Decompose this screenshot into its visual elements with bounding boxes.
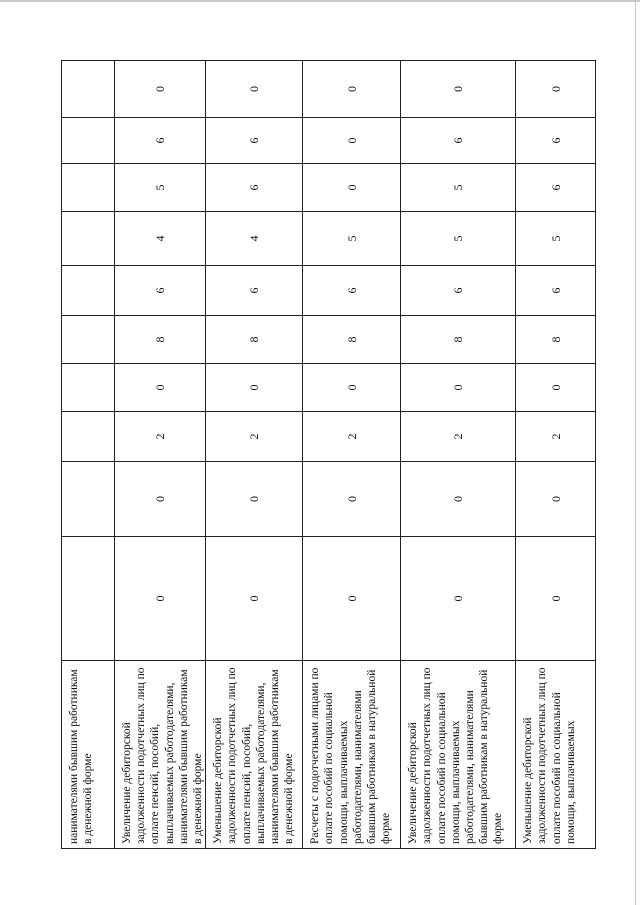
table-cell: 0 <box>206 462 303 537</box>
table-cell: 6 <box>516 118 596 164</box>
table-cell <box>62 266 115 316</box>
scan-edge-right <box>635 0 636 905</box>
table-cell: 2 <box>115 412 206 462</box>
table-cell: 0 <box>401 364 516 412</box>
table-row <box>401 61 516 849</box>
table-cell: 6 <box>206 118 303 164</box>
table-cell: 0 <box>516 462 596 537</box>
table-cell: 5 <box>115 164 206 212</box>
table-cell: 2 <box>206 412 303 462</box>
table-cell: 0 <box>516 61 596 118</box>
table-cell: 6 <box>516 164 596 212</box>
table-cell: 5 <box>401 212 516 266</box>
table-cell: 8 <box>206 316 303 364</box>
table-cell: 0 <box>303 364 401 412</box>
table-cell <box>62 212 115 266</box>
table-cell: 0 <box>115 364 206 412</box>
table-cell: 8 <box>115 316 206 364</box>
table-cell: 0 <box>206 537 303 661</box>
scan-edge-top <box>0 0 640 2</box>
table-cell <box>62 164 115 212</box>
row-label: Уменьшение дебиторской задолженности подотчетных лиц по оплате пенсий, пособий, выплачиваемых работодателями, нанимателями бывшим работникам в денежной форме <box>206 661 303 849</box>
table-cell: 0 <box>303 462 401 537</box>
row-label: нанимателями бывшим работникам в денежной форме <box>62 661 115 849</box>
table-cell: 6 <box>401 266 516 316</box>
table-cell <box>62 61 115 118</box>
table-cell <box>62 412 115 462</box>
table-cell: 6 <box>303 266 401 316</box>
table-row <box>516 61 596 849</box>
table-cell: 0 <box>206 61 303 118</box>
table-cell <box>62 462 115 537</box>
table-row <box>303 61 401 849</box>
table-row <box>206 61 303 849</box>
table-cell: 0 <box>303 164 401 212</box>
table-cell <box>62 537 115 661</box>
table-cell: 6 <box>516 266 596 316</box>
table-cell: 0 <box>516 364 596 412</box>
table-cell: 2 <box>303 412 401 462</box>
table-cell: 6 <box>115 118 206 164</box>
table-cell: 0 <box>115 537 206 661</box>
table-row <box>115 61 206 849</box>
table-row <box>62 61 115 849</box>
table-cell: 6 <box>206 266 303 316</box>
row-label: Увеличение дебиторской задолженности подотчетных лиц по оплате пособий по социальной помощи, выплачиваемых работодателями, нанимателями бывшим работникам в натуральной форме <box>401 661 516 849</box>
data-table <box>61 60 596 849</box>
table-cell: 6 <box>206 164 303 212</box>
table-cell: 0 <box>206 364 303 412</box>
table-cell: 0 <box>401 462 516 537</box>
table-cell: 0 <box>115 462 206 537</box>
rotated-table-wrapper <box>61 61 592 849</box>
table-cell: 2 <box>516 412 596 462</box>
table-cell: 0 <box>303 61 401 118</box>
table-cell: 5 <box>516 212 596 266</box>
table-cell: 6 <box>115 266 206 316</box>
table-cell: 8 <box>516 316 596 364</box>
row-label: Расчеты с подотчетными лицами по оплате пособий по социальной помощи, выплачиваемых работодателями, нанимателями бывшим работникам в натуральной форме <box>303 661 401 849</box>
table-cell: 0 <box>115 61 206 118</box>
row-label: Увеличение дебиторской задолженности подотчетных лиц по оплате пенсий, пособий, выплачиваемых работодателями, нанимателями бывшим работникам в денежной форме <box>115 661 206 849</box>
table-cell: 0 <box>401 537 516 661</box>
table-cell <box>62 118 115 164</box>
row-label: Уменьшение дебиторской задолженности подотчетных лиц по оплате пособий по социальной помощи, выплачиваемых <box>516 661 596 849</box>
table-cell: 2 <box>401 412 516 462</box>
table-cell: 0 <box>303 118 401 164</box>
table-cell <box>62 316 115 364</box>
table-cell: 6 <box>401 118 516 164</box>
table-cell: 0 <box>303 537 401 661</box>
table-cell: 5 <box>303 212 401 266</box>
table-cell: 8 <box>401 316 516 364</box>
table-cell: 0 <box>516 537 596 661</box>
table-cell: 4 <box>115 212 206 266</box>
rotated-page <box>61 61 592 849</box>
table-cell: 5 <box>401 164 516 212</box>
table-cell: 8 <box>303 316 401 364</box>
table-cell: 0 <box>401 61 516 118</box>
table-cell: 4 <box>206 212 303 266</box>
table-cell <box>62 364 115 412</box>
